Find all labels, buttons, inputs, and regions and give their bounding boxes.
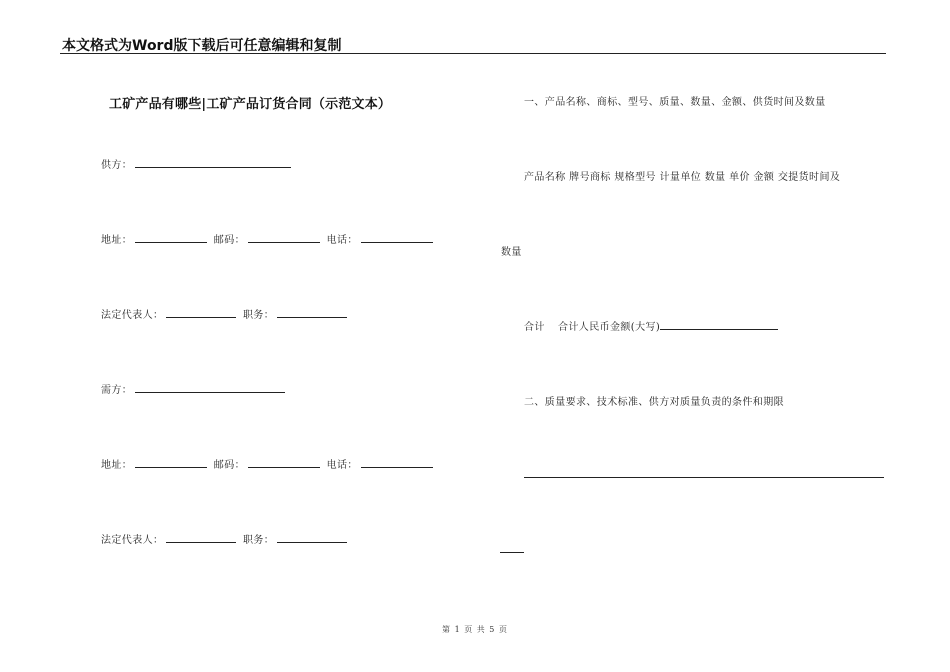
total-label: 合计 bbox=[524, 322, 545, 333]
table-header-line-2: 数量 bbox=[501, 247, 522, 258]
legal-rep-blank bbox=[166, 307, 236, 318]
phone-blank bbox=[361, 457, 433, 468]
postcode-blank bbox=[248, 457, 320, 468]
supplier-rep-row bbox=[101, 306, 350, 321]
position-blank bbox=[277, 307, 347, 318]
total-row bbox=[524, 318, 781, 333]
supplier-address-row bbox=[101, 231, 436, 246]
legal-rep-blank bbox=[166, 532, 236, 543]
table-header-line-1: 产品名称 牌号商标 规格型号 计量单位 数量 单价 金额 交提货时间及 bbox=[524, 172, 841, 183]
fill-in-line bbox=[524, 477, 884, 478]
buyer-row bbox=[101, 381, 288, 396]
postcode-blank bbox=[248, 232, 320, 243]
buyer-rep-row bbox=[101, 531, 350, 546]
supplier-label: 供方： bbox=[101, 160, 133, 171]
buyer-blank bbox=[135, 382, 285, 393]
address-label: 地址： bbox=[101, 460, 133, 471]
legal-rep-label: 法定代表人： bbox=[101, 535, 164, 546]
phone-blank bbox=[361, 232, 433, 243]
section-2-heading: 二、质量要求、技术标准、供方对质量负责的条件和期限 bbox=[524, 397, 784, 408]
header-divider bbox=[60, 53, 886, 54]
legal-rep-label: 法定代表人： bbox=[101, 310, 164, 321]
position-label: 职务： bbox=[243, 310, 275, 321]
address-blank bbox=[135, 232, 207, 243]
contract-title: 工矿产品有哪些|工矿产品订货合同（示范文本） bbox=[109, 97, 392, 112]
position-blank bbox=[277, 532, 347, 543]
supplier-blank bbox=[135, 157, 291, 168]
page-number: 第 1 页 共 5 页 bbox=[442, 625, 508, 634]
phone-label: 电话： bbox=[326, 460, 358, 471]
phone-label: 电话： bbox=[326, 235, 358, 246]
fill-in-line-continuation bbox=[500, 552, 524, 553]
buyer-label: 需方： bbox=[101, 385, 133, 396]
total-rmb-label: 合计人民币金额(大写) bbox=[558, 322, 661, 333]
postcode-label: 邮码： bbox=[213, 460, 245, 471]
position-label: 职务： bbox=[243, 535, 275, 546]
address-blank bbox=[135, 457, 207, 468]
total-rmb-blank bbox=[660, 319, 778, 330]
supplier-row bbox=[101, 156, 294, 171]
buyer-address-row bbox=[101, 456, 436, 471]
address-label: 地址： bbox=[101, 235, 133, 246]
section-1-heading: 一、产品名称、商标、型号、质量、数量、金额、供货时间及数量 bbox=[524, 97, 826, 108]
postcode-label: 邮码： bbox=[213, 235, 245, 246]
document-header: 本文格式为Word版下载后可任意编辑和复制 bbox=[62, 38, 342, 54]
